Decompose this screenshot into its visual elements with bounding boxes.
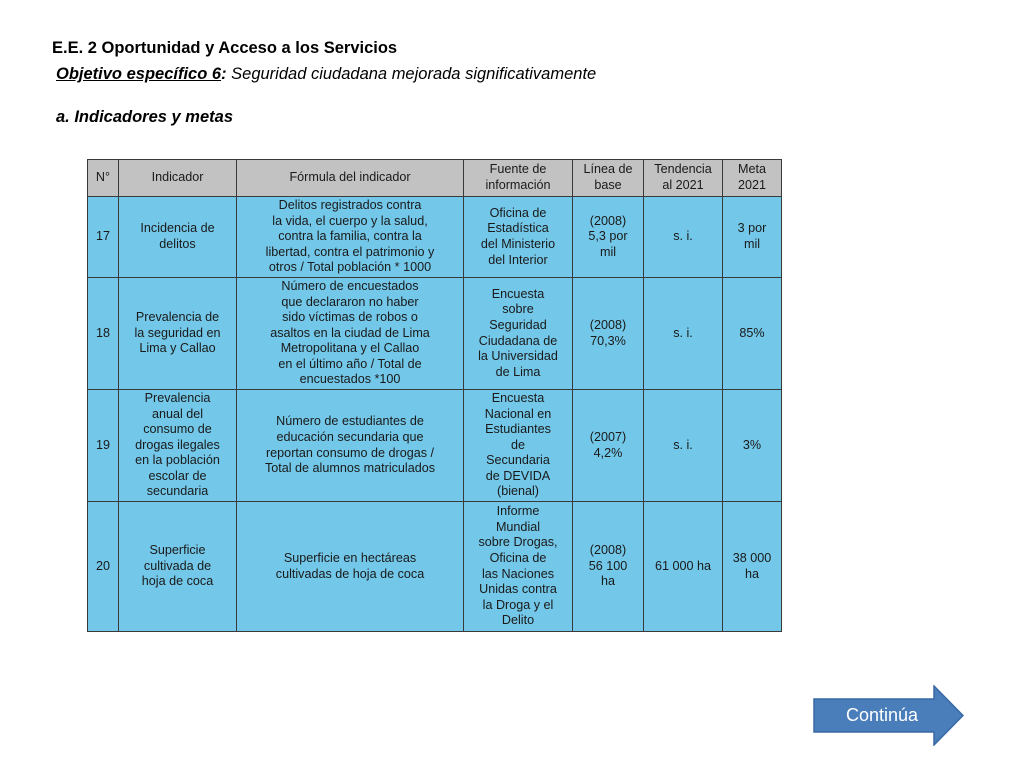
objective-colon: : — [221, 65, 227, 83]
cell-indicator: Superficie cultivada de hoja de coca — [119, 502, 237, 632]
header-cell-baseline: Línea de base — [573, 160, 644, 197]
cell-indicator: Prevalencia anual del consumo de drogas ilegales en la población escolar de secundaria — [119, 390, 237, 502]
section-title: a. Indicadores y metas — [56, 108, 233, 126]
cell-target: 3 por mil — [723, 197, 782, 278]
table-row — [88, 278, 782, 390]
objective-label: Objetivo específico 6 — [56, 65, 222, 83]
objective-line — [56, 65, 596, 84]
table-header-row — [88, 160, 782, 197]
table-row — [88, 197, 782, 278]
header-cell-formula: Fórmula del indicador — [237, 160, 464, 197]
cell-trend: s. i. — [644, 197, 723, 278]
cell-number: 18 — [88, 278, 119, 390]
cell-number: 19 — [88, 390, 119, 502]
cell-target: 3% — [723, 390, 782, 502]
cell-baseline: (2008) 70,3% — [573, 278, 644, 390]
cell-target: 38 000 ha — [723, 502, 782, 632]
cell-formula: Delitos registrados contra la vida, el cuerpo y la salud, contra la familia, contra la libertad, contra el patrimonio y otros / Total población * 1000 — [237, 197, 464, 278]
header-cell-trend: Tendencia al 2021 — [644, 160, 723, 197]
page-title: E.E. 2 Oportunidad y Acceso a los Servicios — [52, 39, 398, 57]
cell-baseline: (2008) 56 100 ha — [573, 502, 644, 632]
cell-source: Oficina de Estadística del Ministerio del Interior — [464, 197, 573, 278]
indicators-table — [87, 159, 782, 632]
cell-source: Informe Mundial sobre Drogas, Oficina de las Naciones Unidas contra la Droga y el Delito — [464, 502, 573, 632]
header-cell-source: Fuente de información — [464, 160, 573, 197]
header-cell-target: Meta 2021 — [723, 160, 782, 197]
table-row — [88, 502, 782, 632]
cell-indicator: Prevalencia de la seguridad en Lima y Callao — [119, 278, 237, 390]
table-row — [88, 390, 782, 502]
cell-target: 85% — [723, 278, 782, 390]
cell-trend: s. i. — [644, 278, 723, 390]
cell-trend: s. i. — [644, 390, 723, 502]
objective-text: Seguridad ciudadana mejorada significativamente — [226, 65, 597, 83]
cell-baseline: (2008) 5,3 por mil — [573, 197, 644, 278]
cell-formula: Superficie en hectáreas cultivadas de hoja de coca — [237, 502, 464, 632]
cell-baseline: (2007) 4,2% — [573, 390, 644, 502]
continue-button-label: Continúa — [845, 705, 919, 725]
header-cell-number: N° — [88, 160, 119, 197]
cell-formula: Número de estudiantes de educación secundaria que reportan consumo de drogas / Total de alumnos matriculados — [237, 390, 464, 502]
cell-indicator: Incidencia de delitos — [119, 197, 237, 278]
cell-number: 20 — [88, 502, 119, 632]
cell-number: 17 — [88, 197, 119, 278]
cell-trend: 61 000 ha — [644, 502, 723, 632]
cell-source: Encuesta Nacional en Estudiantes de Secundaria de DEVIDA (bienal) — [464, 390, 573, 502]
cell-source: Encuesta sobre Seguridad Ciudadana de la Universidad de Lima — [464, 278, 573, 390]
header-cell-indicator: Indicador — [119, 160, 237, 197]
cell-formula: Número de encuestados que declararon no haber sido víctimas de robos o asaltos en la ciudad de Lima Metropolitana y el Callao en el último año / Total de encuestados *100 — [237, 278, 464, 390]
continue-button[interactable] — [813, 685, 964, 746]
